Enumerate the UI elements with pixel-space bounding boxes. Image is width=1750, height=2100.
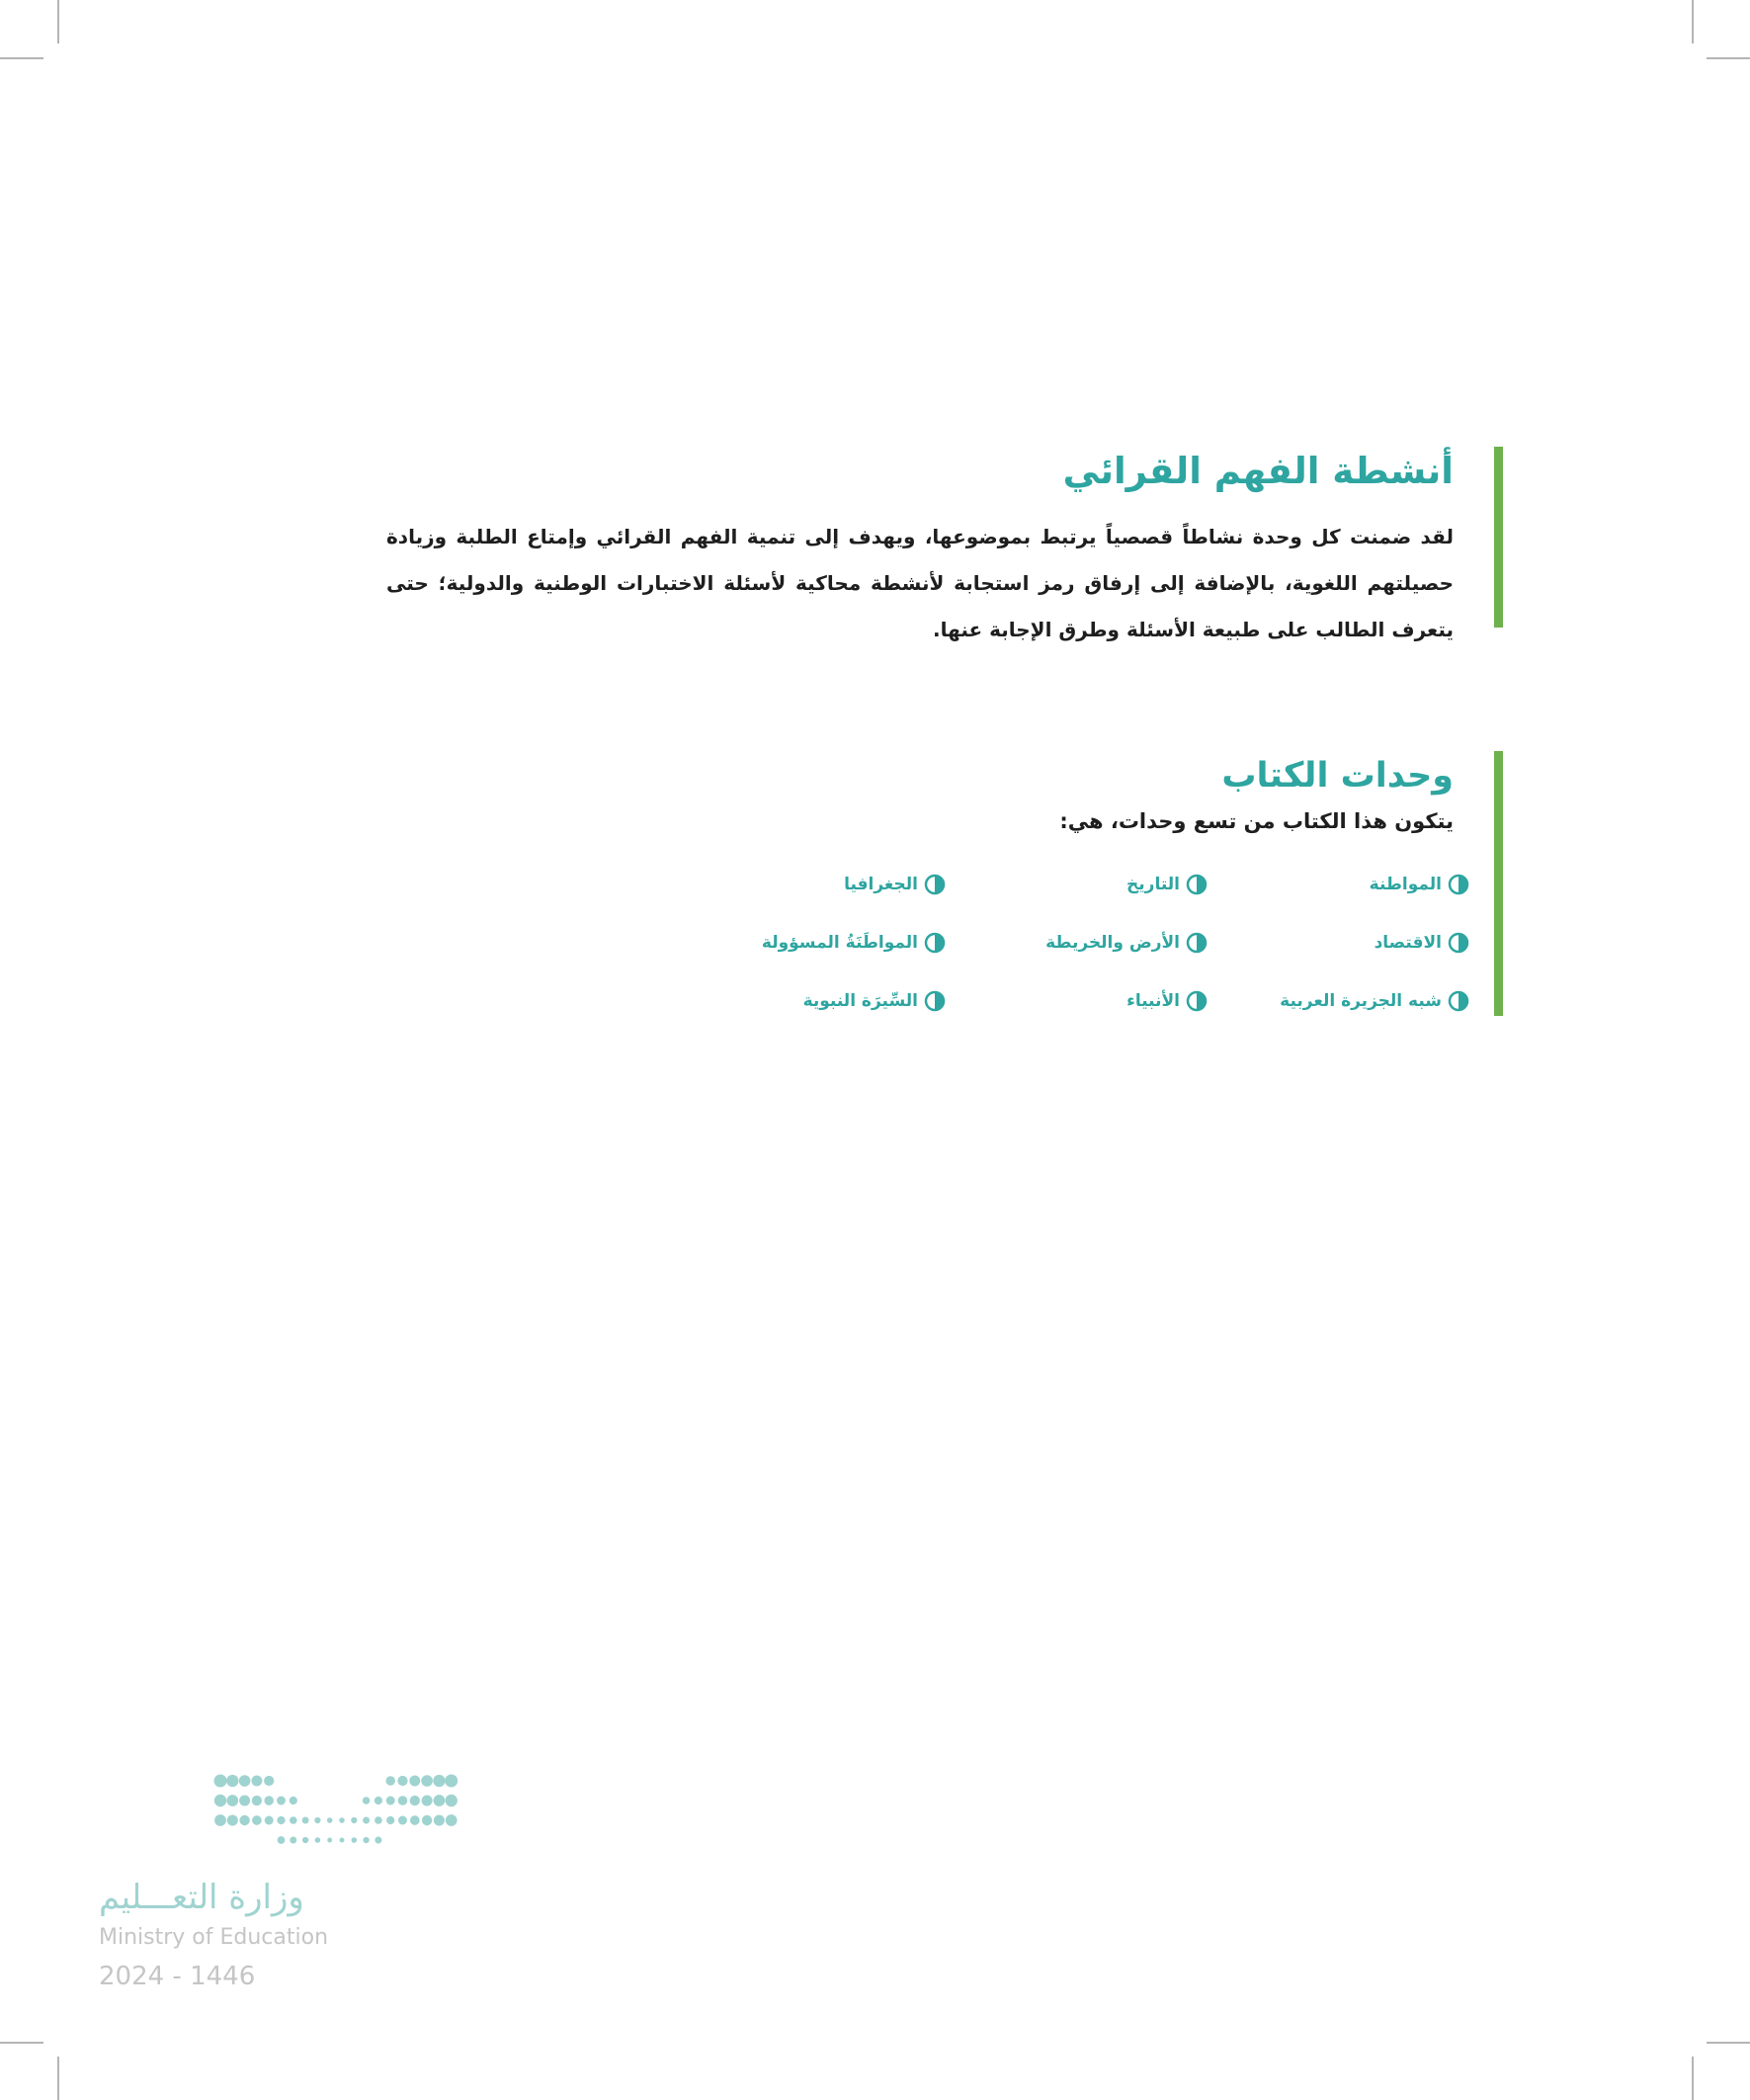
- half-circle-bullet-icon: [1186, 874, 1208, 895]
- logo-dot: [397, 1776, 407, 1786]
- logo-dot: [214, 1795, 226, 1806]
- logo-dot: [375, 1797, 382, 1805]
- logo-dot: [363, 1797, 371, 1805]
- logo-dot: [252, 1815, 262, 1825]
- unit-item: المواطَنَةُ المسؤولة: [758, 928, 946, 957]
- logo-dot: [386, 1797, 395, 1806]
- logo-dot: [290, 1837, 296, 1844]
- logo-dot: [445, 1775, 458, 1788]
- book-units-intro: يتكون هذا الكتاب من تسع وحدات، هي:: [1059, 809, 1454, 833]
- half-circle-bullet-icon: [1448, 990, 1469, 1012]
- book-units-section: [139, 751, 1503, 1016]
- logo-dot: [434, 1814, 445, 1825]
- logo-dot: [363, 1837, 369, 1843]
- logo-dots-icon: [212, 1769, 459, 1858]
- logo-dot: [251, 1776, 262, 1787]
- logo-dot: [214, 1775, 227, 1788]
- logo-dot: [434, 1795, 446, 1806]
- logo-dot: [239, 1775, 251, 1787]
- crop-mark: [57, 2057, 59, 2100]
- unit-item: المواطنة: [1208, 870, 1469, 898]
- logo-dot: [315, 1837, 321, 1843]
- crop-mark: [0, 2042, 43, 2044]
- logo-dot: [252, 1796, 262, 1806]
- half-circle-bullet-icon: [924, 990, 946, 1012]
- logo-dot: [410, 1796, 420, 1806]
- logo-dot: [290, 1816, 297, 1824]
- unit-item: التاريخ: [946, 870, 1208, 898]
- logo-dot: [352, 1837, 358, 1843]
- logo-dot: [422, 1796, 433, 1806]
- logo-dot: [375, 1816, 382, 1824]
- logo-dot: [340, 1838, 345, 1843]
- logo-dot: [398, 1796, 408, 1806]
- logo-arabic-text: وزارة التعـــليم: [99, 1878, 304, 1917]
- logo-dot: [375, 1837, 381, 1844]
- section-accent-bar: [1494, 751, 1503, 1016]
- unit-item: الاقتصاد: [1208, 928, 1469, 957]
- reading-activities-section: [139, 447, 1503, 641]
- logo-year-text: 2024 - 1446: [99, 1962, 256, 1991]
- logo-dot: [421, 1775, 433, 1787]
- unit-item: الأرض والخريطة: [946, 928, 1208, 957]
- crop-mark: [57, 0, 59, 43]
- logo-dot: [339, 1817, 345, 1823]
- logo-dot: [385, 1776, 395, 1786]
- ministry-logo: [94, 1769, 469, 1996]
- crop-mark: [1707, 2042, 1750, 2044]
- reading-activities-body: لقد ضمنت كل وحدة نشاطاً قصصياً يرتبط بموضوعها، ويهدف إلى تنمية الفهم القرائي وإمتاع الطلبة وزيادة حصيلتهم اللغوية، بالإضافة إلى إرفاق رمز استجابة لأنشطة محاكية لأسئلة الاختبارات الوطنية والدولية؛ حتى يتعرف الطالب على طبيعة الأسئلة وطرق الإجابة عنها.: [386, 525, 1454, 641]
- unit-item: الأنبياء: [946, 986, 1208, 1015]
- logo-dot: [264, 1776, 274, 1786]
- unit-item: السِّيرَة النبوية: [758, 986, 946, 1015]
- crop-mark: [1692, 0, 1694, 43]
- logo-dot: [446, 1814, 458, 1826]
- logo-dot: [410, 1815, 420, 1825]
- crop-mark: [1692, 2057, 1694, 2100]
- logo-dot: [386, 1816, 394, 1824]
- logo-dot: [314, 1817, 320, 1823]
- logo-dot: [290, 1797, 297, 1805]
- logo-dot: [226, 1795, 238, 1806]
- logo-dot: [302, 1837, 308, 1843]
- half-circle-bullet-icon: [1186, 932, 1208, 954]
- logo-dot: [327, 1817, 333, 1823]
- logo-dot: [446, 1795, 458, 1806]
- logo-dot: [239, 1815, 249, 1825]
- half-circle-bullet-icon: [1448, 874, 1469, 895]
- section-accent-bar: [1494, 447, 1503, 628]
- logo-dot: [214, 1814, 226, 1826]
- unit-item: شبه الجزيرة العربية: [1208, 986, 1469, 1015]
- logo-dot: [422, 1815, 432, 1825]
- logo-dot: [277, 1797, 286, 1806]
- logo-dot: [239, 1796, 250, 1806]
- book-units-title: وحدات الكتاب: [1221, 756, 1454, 796]
- logo-dot: [264, 1796, 274, 1806]
- half-circle-bullet-icon: [924, 874, 946, 895]
- logo-dot: [227, 1814, 238, 1825]
- logo-dot: [409, 1776, 420, 1787]
- units-list: [758, 870, 1469, 1015]
- half-circle-bullet-icon: [1448, 932, 1469, 954]
- logo-dot: [226, 1775, 238, 1787]
- crop-mark: [1707, 57, 1750, 59]
- reading-activities-title: أنشطة الفهم القرائي: [1062, 450, 1454, 492]
- logo-dot: [351, 1817, 357, 1823]
- crop-mark: [0, 57, 43, 59]
- logo-dot: [278, 1836, 286, 1844]
- logo-dot: [277, 1816, 285, 1824]
- logo-dot: [327, 1838, 332, 1843]
- logo-dot: [433, 1775, 445, 1787]
- logo-dot: [363, 1817, 370, 1824]
- logo-english-text: Ministry of Education: [99, 1925, 329, 1950]
- logo-dot: [302, 1817, 309, 1824]
- half-circle-bullet-icon: [1186, 990, 1208, 1012]
- logo-dot: [398, 1816, 407, 1825]
- logo-dot: [265, 1816, 274, 1825]
- unit-item: الجغرافيا: [758, 870, 946, 898]
- half-circle-bullet-icon: [924, 932, 946, 954]
